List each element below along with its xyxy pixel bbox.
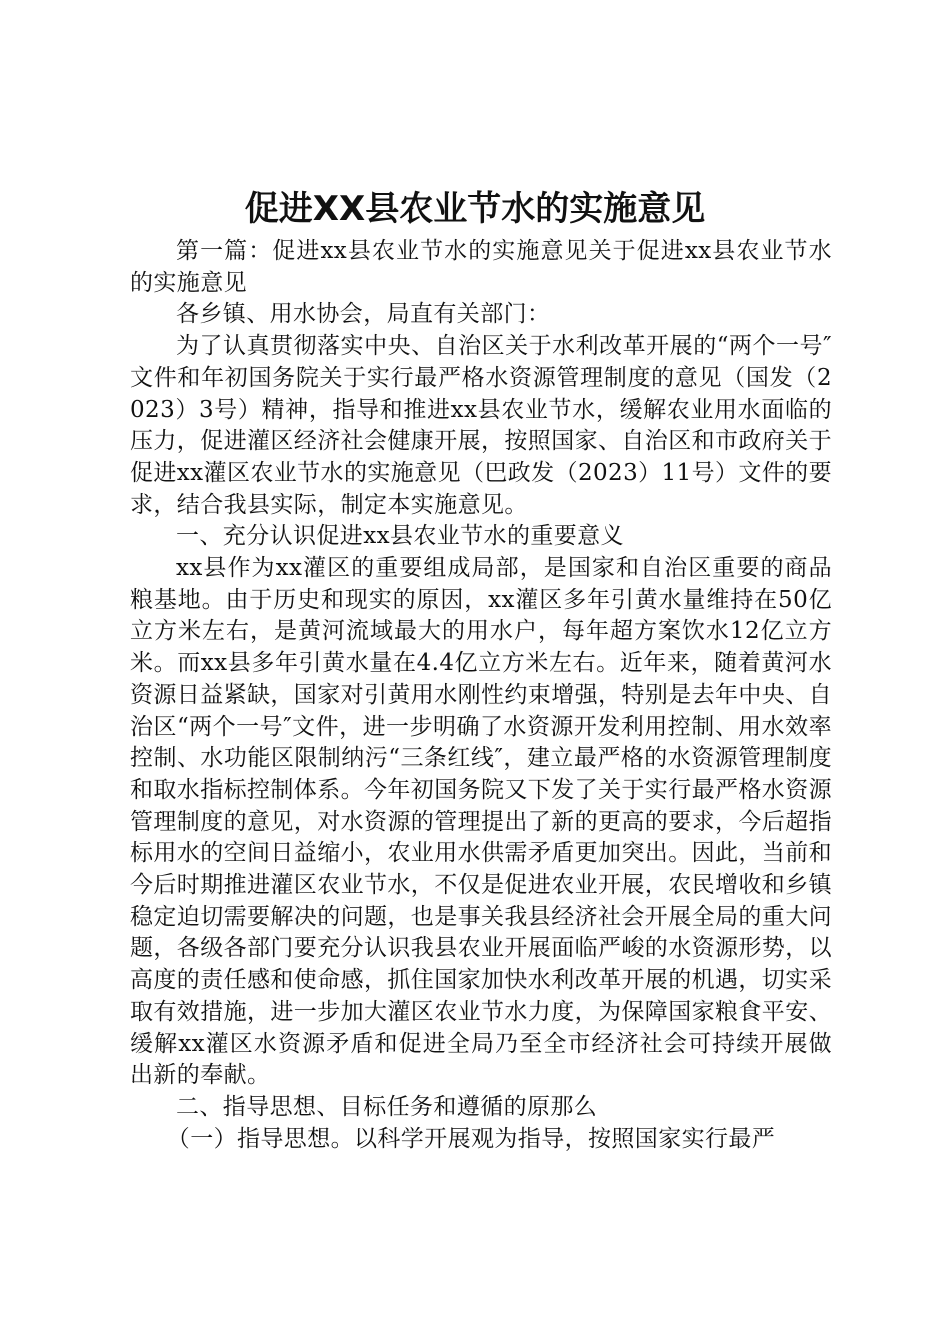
document-title: 促进XX县农业节水的实施意见 bbox=[244, 189, 706, 229]
paragraph-introduction: 为了认真贯彻落实中央、自治区关于水利改革开展的“两个一号″文件和年初国务院关于实行最严格水资源管理制度的意见（国发（2023）3号）精神，指导和推进xx县农业节水，缓解农业用水面临的压力，促进灌区经济社会健康开展，按照国家、自治区和市政府关于促进xx灌区农业节水的实施意见（巴政发（2023）11号）文件的要求，结合我县实际，制定本实施意见。 bbox=[130, 333, 832, 518]
document-body bbox=[130, 236, 832, 1155]
paragraph-significance: xx县作为xx灌区的重要组成局部，是国家和自治区重要的商品粮基地。由于历史和现实的原因，xx灌区多年引黄水量维持在50亿立方米左右，是黄河流域最大的用水户，每年超方案饮水12亿立方米。而xx县多年引黄水量在4.4亿立方米左右。近年来，随着黄河水资源日益紧缺，国家对引黄用水刚性约束增强，特别是去年中央、自治区“两个一号″文件，进一步明确了水资源开发利用控制、用水效率控制、水功能区限制纳污“三条红线″，建立最严格的水资源管理制度和取水指标控制体系。今年初国务院又下发了关于实行最严格水资源管理制度的意见，对水资源的管理提出了新的更高的要求，今后超指标用水的空间日益缩小，农业用水供需矛盾更加突出。因此，当前和今后时期推进灌区农业节水，不仅是促进农业开展，农民增收和乡镇稳定迫切需要解决的问题，也是事关我县经济社会开展全局的重大问题，各级各部门要充分认识我县农业开展面临严峻的水资源形势，以高度的责任感和使命感，抓住国家加快水利改革开展的机遇，切实采取有效措施，进一步加大灌区农业节水力度，为保障国家粮食平安、缓解xx灌区水资源矛盾和促进全局乃至全市经济社会可持续开展做出新的奉献。 bbox=[130, 555, 832, 1089]
paragraph-addressees: 各乡镇、用水协会，局直有关部门： bbox=[176, 301, 551, 328]
section-heading-2: 二、指导思想、目标任务和遵循的原那么 bbox=[176, 1093, 598, 1120]
paragraph-first-chapter: 第一篇：促进xx县农业节水的实施意见关于促进xx县农业节水的实施意见 bbox=[130, 238, 832, 296]
section-heading-1: 一、充分认识促进xx县农业节水的重要意义 bbox=[176, 523, 624, 550]
paragraph-guiding-thought: （一）指导思想。以科学开展观为指导，按照国家实行最严 bbox=[166, 1125, 776, 1152]
